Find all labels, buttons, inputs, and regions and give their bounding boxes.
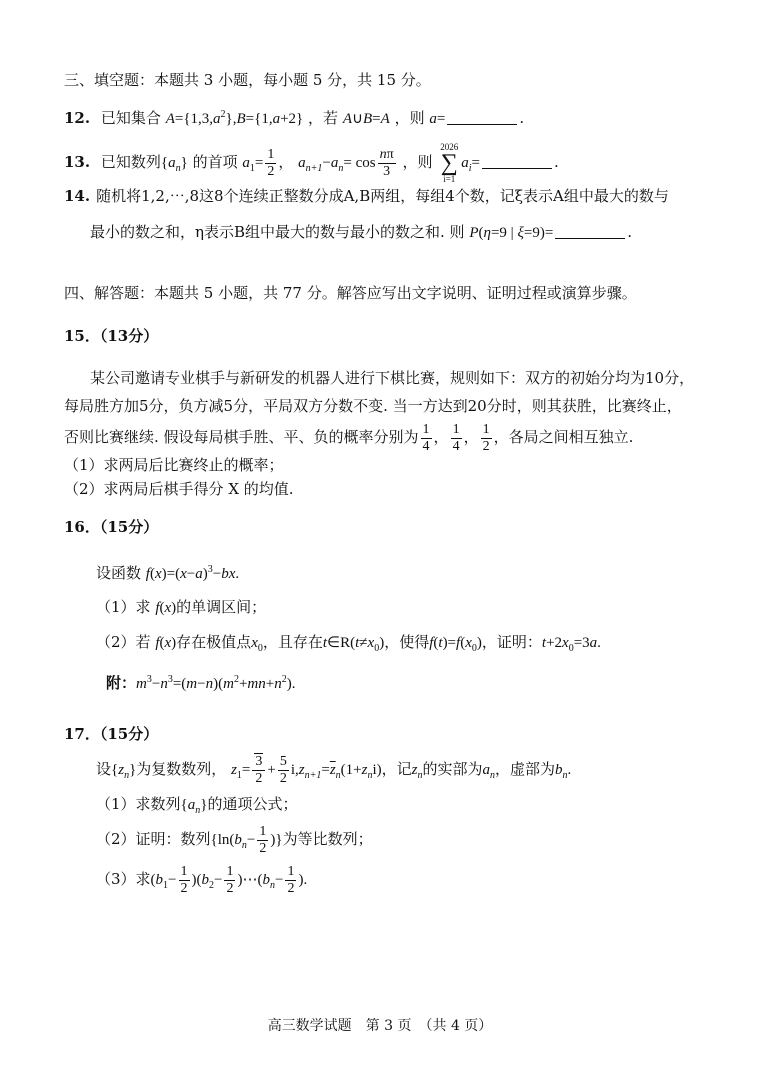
question-12: 12. 已知集合 $A=\{1,3,a^2\},B=\{1,a+2\}$ ，若 A∪B=A ，则 a= .	[64, 109, 525, 127]
question-13: 13. 已知数列$\{a_n\}$ 的首项 $a_1=$ $\frac{1}{2}$ ， $a_{n+1}-a_n= \cos$ $\frac{n\pi}{3}$ ，则 2026 ∑ i=1 $a_i=$ .	[64, 142, 559, 184]
q16-note: 附：$m^3-n^3=(m-n)(m^2+mn+n^2)$.	[106, 674, 296, 692]
question-17-header: 17．（15分）	[64, 725, 159, 743]
page-footer: 高三数学试题 第 3 页 （共 4 页）	[267, 1018, 493, 1034]
section4-heading: 四、解答题：本题共 5 小题，共 77 分。解答应写出文字说明、证明过程或演算步骤。	[64, 284, 637, 302]
q15-sub-1: （1）求两局后比赛终止的概率；	[64, 456, 284, 474]
q17-sub-2: （2）证明：数列{$\ln(b_n-$ $\frac{1}{2}$ )}为等比数列；	[96, 823, 373, 856]
q15-paragraph-1: 某公司邀请专业棋手与新研发的机器人进行下棋比赛，规则如下：双方的初始分均为10分，	[90, 369, 695, 387]
fraction-half: $\frac{1}{2}$	[267, 146, 275, 179]
question-16-header: 16．（15分）	[64, 518, 159, 536]
summation-symbol: 2026 ∑ i=1	[440, 142, 459, 184]
question-14-line2: 最小的数之和，η表示B组中最大的数与最小的数之和. 则 P(η=9 | ξ=9)= .	[90, 223, 633, 241]
q15-sub-2: （2）求两局后棋手得分 X 的均值.	[64, 480, 294, 498]
q15-paragraph-3: 否则比赛继续. 假设每局棋手胜、平、负的概率分别为 $\frac{1}{4}$ ， $\frac{1}{4}$ ， $\frac{1}{2}$ ，各局之间相互独立.	[64, 421, 634, 454]
answer-blank	[447, 110, 517, 125]
question-15-header: 15．（13分）	[64, 327, 159, 345]
answer-blank	[555, 224, 625, 239]
q16-sub-2: （2）若 f(x)存在极值点$x_0$，且存在$t\in R(t\ne x_0)$，使得$f(t)=f(x_0)$，证明：$t+2x_0=3a$.	[96, 633, 601, 654]
answer-blank	[482, 154, 552, 169]
q16-sub-1: （1）求 f(x)的单调区间；	[96, 598, 267, 616]
q15-paragraph-2: 每局胜方加5分，负方减5分，平局双方分数不变. 当一方达到20分时，则其获胜，比赛终止，	[64, 397, 682, 415]
section3-heading: 三、填空题：本题共 3 小题，每小题 5 分，共 15 分。	[64, 71, 431, 89]
q17-intro: 设$\{z_n\}$为复数数列， $z_1=$ $\frac{3}{2}$ + $\frac{5}{2}$ $i,z_{n+1}=\overline{z}_n(1+z_ni)$，记$z_n$的实部为$a_n$，虚部为$b_n$.	[96, 753, 572, 786]
q12-number: 12.	[64, 109, 91, 127]
q17-sub-1: （1）求数列$\{a_n\}$的通项公式；	[96, 795, 298, 816]
q16-intro: 设函数 $f(x)=(x-a)^3-bx$.	[96, 564, 240, 582]
question-14: 14. 随机将1,2,⋯,8这8个连续正整数分成A,B两组，每组4个数，记ξ表示A组中最大的数与	[64, 187, 669, 205]
q17-sub-3: （3）求($b_1-$ $\frac{1}{2}$ )($b_2-$ $\frac{1}{2}$ )$\cdots(b_n-$ $\frac{1}{2}$ ).	[96, 863, 308, 896]
